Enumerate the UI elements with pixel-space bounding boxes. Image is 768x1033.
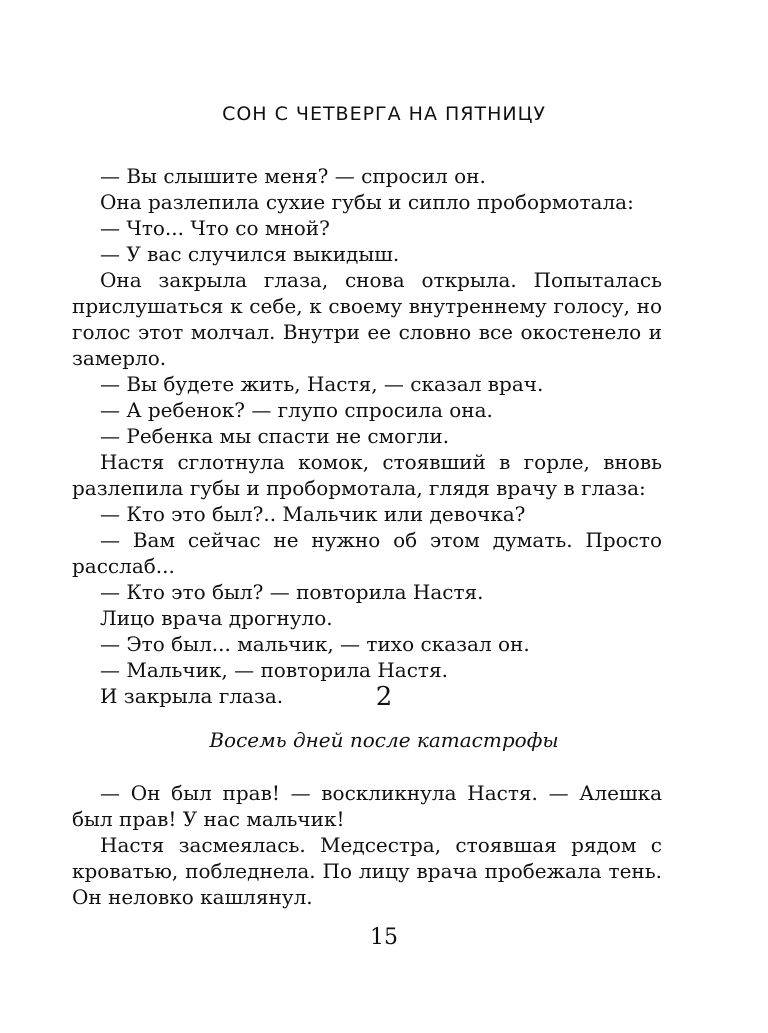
paragraph: — Что... Что со мной? (100, 216, 330, 240)
paragraph: — Кто это был? — повторила Настя. (100, 580, 484, 604)
section-2-text (72, 780, 662, 910)
paragraph: — Мальчик, — повторила Настя. (100, 658, 448, 682)
paragraph: — Кто это был?.. Мальчик или девочка? (100, 502, 526, 526)
paragraph: — Ребенка мы спасти не смогли. (100, 424, 450, 448)
paragraph: — А ребенок? — глупо спросила она. (100, 398, 493, 422)
paragraph: — Вы слышите меня? — спросил он. (100, 164, 486, 188)
paragraph: И закрыла глаза. (100, 684, 284, 708)
paragraph: — Он был прав! — воскликнула Настя. — Алешка был прав! У нас мальчик! (72, 781, 662, 831)
page-number: 15 (370, 925, 398, 950)
section-1-text (72, 163, 662, 709)
paragraph: — У вас случился выкидыш. (100, 242, 400, 266)
paragraph: — Вам сейчас не нужно об этом думать. Просто расслаб... (72, 528, 662, 578)
running-head: СОН С ЧЕТВЕРГА НА ПЯТНИЦУ (222, 103, 546, 125)
chapter-number: 2 (375, 682, 393, 712)
paragraph: Она разлепила сухие губы и сипло пробормотала: (100, 190, 634, 214)
paragraph: — Это был... мальчик, — тихо сказал он. (100, 632, 530, 656)
paragraph: Настя сглотнула комок, стоявший в горле, вновь разлепила губы и пробормотала, глядя врачу в глаза: (72, 450, 662, 500)
chapter-subtitle: Восемь дней после катастрофы (209, 728, 559, 752)
paragraph: Лицо врача дрогнуло. (100, 606, 333, 630)
paragraph: Она закрыла глаза, снова открыла. Попыталась прислушаться к себе, к своему внутреннему голосу, но голос этот молчал. Внутри ее словно все окостенело и замерло. (72, 268, 662, 370)
paragraph: — Вы будете жить, Настя, — сказал врач. (100, 372, 544, 396)
paragraph: Настя засмеялась. Медсестра, стоявшая рядом с кроватью, побледнела. По лицу врача пробежала тень. Он неловко кашлянул. (72, 833, 662, 909)
